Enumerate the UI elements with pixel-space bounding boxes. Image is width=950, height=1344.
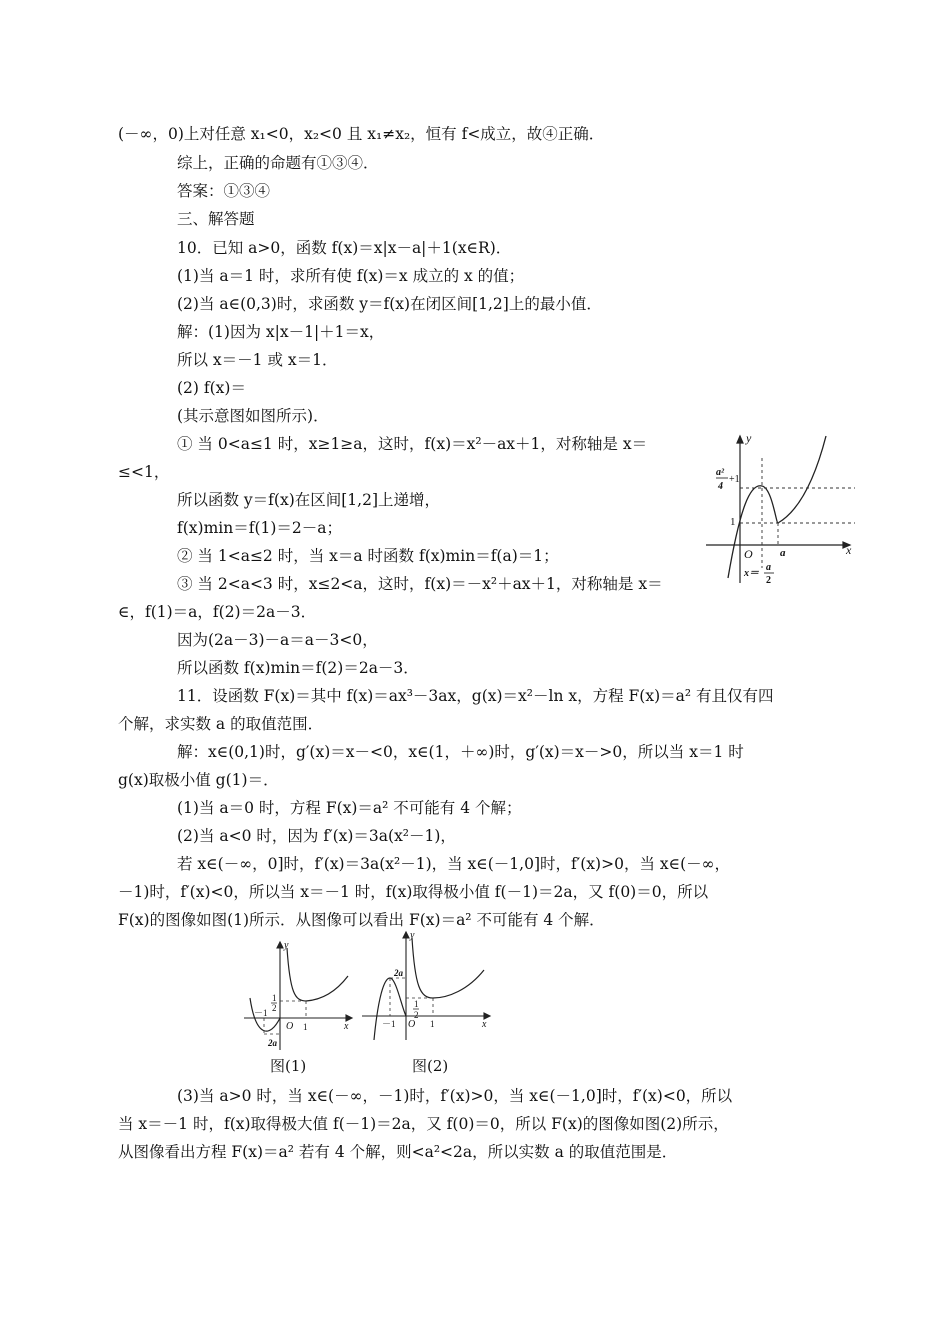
one-label: 1 (430, 1019, 435, 1029)
y-axis-arrow (737, 436, 743, 443)
origin-label: O (744, 547, 753, 561)
origin-label: O (408, 1019, 416, 1030)
text-line-30: (3)当 a>0 时，当 x∈(－∞，－1)时，f′(x)>0，当 x∈(－1,0]时，f′(x)<0，所以 (177, 1087, 733, 1105)
figure-problem-10 (700, 428, 865, 588)
x-label: x (846, 543, 852, 557)
text-line-23: 解：x∈(0,1)时，g′(x)＝x－<0，x∈(1，＋∞)时，g′(x)＝x－>0，所以当 x＝1 时 (177, 743, 744, 761)
case-3-line: ③ 当 2<a<3 时，x≤2<a，这时，f(x)＝－x²＋ax＋1，对称轴是 x＝ (177, 575, 663, 593)
text-line-25: (1)当 a＝0 时，方程 F(x)＝a² 不可能有 4 个解； (177, 799, 522, 817)
text-line-22: 个解，求实数 a 的取值范围． (118, 715, 324, 733)
half-denominator: 2 (272, 1003, 277, 1013)
text-line-27: 若 x∈(－∞，0]时，f′(x)＝3a(x²－1)，当 x∈(－1,0]时，f′(x)>0，当 x∈(－∞， (177, 855, 731, 873)
problem-10-part1: (1)当 a＝1 时，求所有使 f(x)＝x 成立的 x 的值； (177, 267, 525, 285)
section-heading: 三、解答题 (177, 210, 255, 228)
right-curve (287, 948, 348, 1001)
figure-1 (240, 938, 360, 1053)
text-line-18: ∈，f(1)＝a，f(2)＝2a－3． (118, 603, 317, 621)
neg-one-label: －1 (382, 1019, 396, 1029)
text-line-19: 因为(2a－3)－a＝a－3<0， (177, 631, 378, 649)
right-curve (412, 938, 484, 998)
text-line-24: g(x)取极小值 g(1)＝． (118, 771, 279, 789)
origin-label: O (286, 1021, 294, 1032)
text-line-29: F(x)的图像如图(1)所示．从图像可以看出 F(x)＝a² 不可能有 4 个解． (118, 911, 605, 929)
text-line-15: f(x)min＝f(1)＝2－a； (177, 519, 343, 537)
peak-label-denominator: 4 (718, 481, 723, 492)
problem-11-statement: 11．设函数 F(x)＝其中 f(x)＝ax³－3ax，g(x)＝x²－ln x，方程 F(x)＝a² 有且仅有四 (177, 687, 774, 705)
y-label: y (284, 940, 289, 951)
text-line-13: ≤<1， (118, 463, 170, 481)
half-numerator: 1 (414, 999, 419, 1009)
text-line-20: 所以函数 f(x)min＝f(2)＝2a－3． (177, 659, 419, 677)
one-label: 1 (730, 516, 736, 528)
function-curve (728, 436, 826, 578)
two-a-label: 2a (394, 968, 403, 978)
figure-1-caption: 图(1) (270, 1057, 307, 1075)
figure-2-caption: 图(2) (412, 1057, 449, 1075)
figure-2 (358, 928, 498, 1043)
peak-label-numerator: a² (716, 467, 724, 478)
peak-label-plus: +1 (729, 474, 740, 485)
two-a-label: 2a (268, 1038, 277, 1048)
x-label: x (344, 1021, 349, 1032)
a-label: a (780, 547, 786, 559)
problem-10-part2: (2)当 a∈(0,3)时，求函数 y＝f(x)在闭区间[1,2]上的最小值． (177, 295, 602, 313)
case-2-line: ② 当 1<a≤2 时，当 x＝a 时函数 f(x)min＝f(a)＝1； (177, 547, 559, 565)
neg-one-label: －1 (254, 1008, 268, 1018)
text-line-2: 综上，正确的命题有①③④． (177, 154, 379, 172)
text-line-8: 解：(1)因为 x|x－1|＋1＝x， (177, 323, 385, 341)
text-line-14: 所以函数 y＝f(x)在区间[1,2]上递增， (177, 491, 441, 509)
text-line-32: 从图像看出方程 F(x)＝a² 若有 4 个解，则<a²<2a，所以实数 a 的取值范围是． (118, 1143, 678, 1161)
axis-label-numerator: a (766, 562, 771, 573)
x-label: x (482, 1019, 487, 1030)
text-line-10: (2) f(x)＝ (177, 379, 246, 397)
text-line-9: 所以 x＝－1 或 x＝1． (177, 351, 338, 369)
text-line-31: 当 x＝－1 时，f(x)取得极大值 f(－1)＝2a，又 f(0)＝0，所以 F(x)的图像如图(2)所示， (118, 1115, 729, 1133)
half-denominator: 2 (414, 1010, 419, 1020)
y-label: y (746, 431, 752, 445)
problem-10-statement: 10．已知 a>0，函数 f(x)＝x|x－a|＋1(x∈R)． (177, 239, 512, 257)
text-line-28: －1)时，f′(x)<0，所以当 x＝－1 时，f(x)取得极小值 f(－1)＝2a，又 f(0)＝0，所以 (118, 883, 709, 901)
half-numerator: 1 (272, 993, 277, 1003)
case-1-line: ① 当 0<a≤1 时，x≥1≥a，这时，f(x)＝x²－ax＋1，对称轴是 x＝ (177, 435, 648, 453)
text-line-1: (－∞，0)上对任意 x₁<0，x₂<0 且 x₁≠x₂，恒有 f<成立，故④正确． (118, 125, 605, 143)
text-line-3: 答案：①③④ (177, 182, 271, 200)
y-label: y (410, 930, 415, 941)
text-line-26: (2)当 a<0 时，因为 f′(x)＝3a(x²－1)， (177, 827, 456, 845)
text-line-11: (其示意图如图所示)． (177, 407, 329, 425)
one-label: 1 (303, 1022, 308, 1032)
axis-label-denominator: 2 (766, 575, 771, 586)
axis-label-left: x＝ (744, 568, 759, 579)
